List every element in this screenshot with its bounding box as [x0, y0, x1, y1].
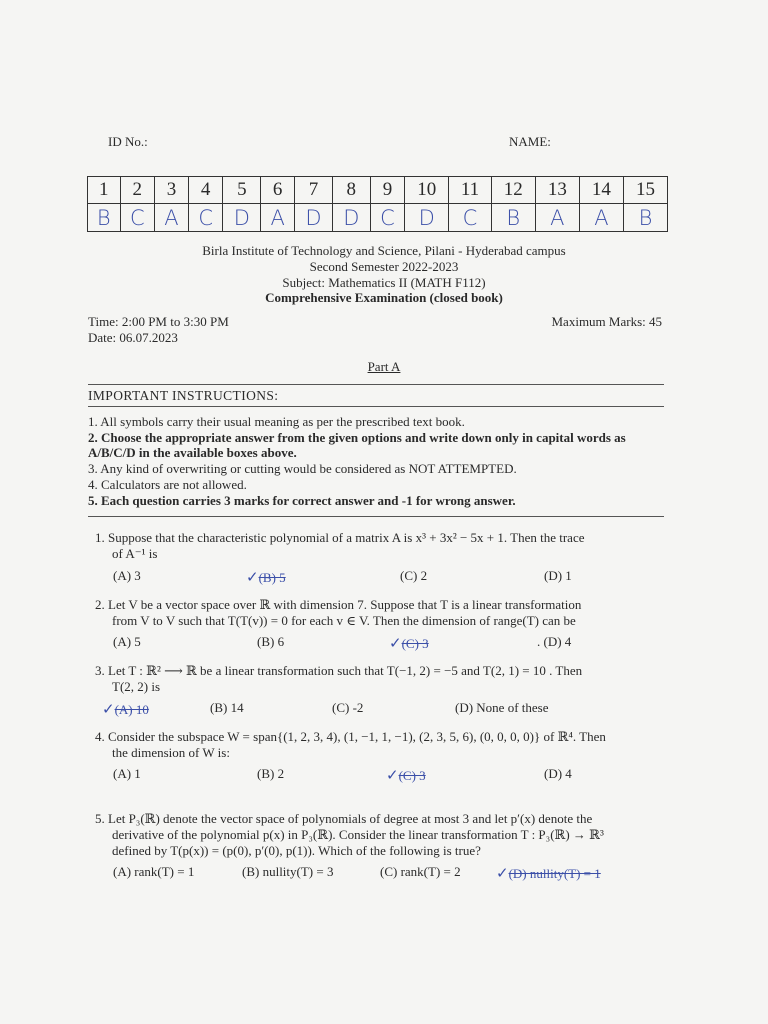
- question-2-line-1: 2. Let V be a vector space over ℝ with dimension 7. Suppose that T is a linear transformation: [95, 597, 582, 612]
- instructions-title: IMPORTANT INSTRUCTIONS:: [88, 388, 279, 403]
- question-5-option-c: (C) rank(T) = 2: [380, 864, 461, 879]
- question-1-option-a: (A) 3: [113, 568, 141, 583]
- max-marks: Maximum Marks: 45: [551, 314, 662, 329]
- answer-cell: D: [332, 204, 370, 232]
- question-number-cell: 8: [332, 177, 370, 204]
- question-5-line-1: 5. Let P₃(ℝ) denote the vector space of polynomials of degree at most 3 and let p′(x) denote the: [95, 811, 593, 826]
- question-number-cell: 1: [88, 177, 121, 204]
- instruction-1: 1. All symbols carry their usual meaning as per the prescribed text book.: [88, 414, 465, 429]
- answer-table: [87, 176, 668, 232]
- question-2-option-d: . (D) 4: [537, 634, 572, 649]
- part-heading: Part A: [367, 359, 401, 374]
- checkmark-icon: ✓: [102, 700, 115, 718]
- question-5-option-d-text: (D) nullity(T) = 1: [508, 866, 601, 881]
- question-5-option-a: (A) rank(T) = 1: [113, 864, 195, 879]
- answer-cell: C: [449, 204, 492, 232]
- answer-cell: B: [623, 204, 667, 232]
- answer-cell: A: [261, 204, 295, 232]
- question-3-option-c: (C) -2: [332, 700, 364, 715]
- question-4-option-c: [386, 766, 426, 784]
- question-3-line-2: T(2, 2) is: [112, 679, 161, 694]
- instruction-2-text: 2. Choose the appropriate answer from the given options and write down only in capital words as A/B/C/D in the available boxes above.: [88, 430, 626, 460]
- question-3-line-1: 3. Let T : ℝ² ⟶ ℝ be a linear transformation such that T(−1, 2) = −5 and T(2, 1) = 10 . Then: [95, 663, 583, 678]
- exam-time: Time: 2:00 PM to 3:30 PM: [88, 314, 229, 329]
- answer-cell: B: [491, 204, 535, 232]
- question-2-option-c: [389, 634, 429, 652]
- checkmark-icon: ✓: [389, 634, 402, 652]
- question-number-cell: 15: [623, 177, 667, 204]
- answer-cell: C: [188, 204, 223, 232]
- answer-cell: D: [295, 204, 333, 232]
- question-number-cell: 10: [405, 177, 449, 204]
- question-2-line-2: from V to V such that T(T(v)) = 0 for each v ∈ V. Then the dimension of range(T) can be: [112, 613, 576, 628]
- answer-cell: A: [155, 204, 189, 232]
- question-number-cell: 13: [535, 177, 579, 204]
- question-number-cell: 3: [155, 177, 189, 204]
- checkmark-icon: ✓: [496, 864, 509, 882]
- question-1-option-b: [246, 568, 286, 586]
- answer-cell: D: [405, 204, 449, 232]
- question-number-cell: 4: [188, 177, 223, 204]
- question-4-line-1: 4. Consider the subspace W = span{(1, 2, 3, 4), (1, −1, 1, −1), (2, 3, 5, 6), (0, 0, 0, 0)} of ℝ⁴. Then: [95, 729, 606, 744]
- name-label: NAME:: [509, 134, 551, 149]
- question-2-option-c-text: (C) 3: [401, 636, 429, 651]
- question-4-line-2: the dimension of W is:: [112, 745, 230, 760]
- question-1-option-d: (D) 1: [544, 568, 572, 583]
- question-1-option-c: (C) 2: [400, 568, 428, 583]
- question-1-line-2: of A⁻¹ is: [112, 546, 158, 561]
- question-1-option-b-text: (B) 5: [258, 570, 286, 585]
- question-4-option-d: (D) 4: [544, 766, 572, 781]
- question-number-cell: 11: [449, 177, 492, 204]
- divider-instructions: [88, 406, 664, 407]
- checkmark-icon: ✓: [386, 766, 399, 784]
- question-number-row: [88, 177, 668, 204]
- question-5-option-d: [496, 864, 601, 882]
- instruction-5: [88, 493, 516, 509]
- question-number-cell: 14: [579, 177, 623, 204]
- question-4-option-c-text: (C) 3: [398, 768, 426, 783]
- exam-title: Comprehensive Examination (closed book): [265, 290, 503, 305]
- subject: Subject: Mathematics II (MATH F112): [282, 275, 486, 290]
- question-number-cell: 12: [491, 177, 535, 204]
- checkmark-icon: ✓: [246, 568, 259, 586]
- question-3-option-b: (B) 14: [210, 700, 244, 715]
- divider-top: [88, 384, 664, 385]
- question-number-cell: 6: [261, 177, 295, 204]
- instruction-3: 3. Any kind of overwriting or cutting would be considered as NOT ATTEMPTED.: [88, 461, 517, 476]
- question-2-option-b: (B) 6: [257, 634, 285, 649]
- id-label: ID No.:: [108, 134, 148, 149]
- semester: Second Semester 2022-2023: [309, 259, 459, 274]
- divider-bottom: [88, 516, 664, 517]
- answer-cell: C: [120, 204, 155, 232]
- question-5-line-2: derivative of the polynomial p(x) in P₃(ℝ). Consider the linear transformation T : P₃(ℝ) → ℝ³: [112, 827, 604, 842]
- institute-name: Birla Institute of Technology and Science, Pilani - Hyderabad campus: [202, 243, 566, 258]
- question-number-cell: 2: [120, 177, 155, 204]
- question-number-cell: 7: [295, 177, 333, 204]
- question-3-option-d: (D) None of these: [455, 700, 549, 715]
- question-4-option-a: (A) 1: [113, 766, 141, 781]
- question-5-option-b: (B) nullity(T) = 3: [242, 864, 334, 879]
- question-number-cell: 5: [223, 177, 261, 204]
- question-2-option-a: (A) 5: [113, 634, 141, 649]
- question-3-option-a: [102, 700, 149, 718]
- instruction-2: [88, 430, 664, 460]
- instruction-4: 4. Calculators are not allowed.: [88, 477, 247, 492]
- instruction-5-text: 5. Each question carries 3 marks for correct answer and -1 for wrong answer.: [88, 493, 516, 508]
- question-5-line-3: defined by T(p(x)) = (p(0), p′(0), p(1)). Which of the following is true?: [112, 843, 481, 858]
- handwritten-answer-row: [88, 204, 668, 232]
- exam-date: Date: 06.07.2023: [88, 330, 178, 345]
- answer-cell: A: [535, 204, 579, 232]
- answer-cell: A: [579, 204, 623, 232]
- answer-cell: B: [88, 204, 121, 232]
- question-1-line-1: 1. Suppose that the characteristic polynomial of a matrix A is x³ + 3x² − 5x + 1. Then the trace: [95, 530, 585, 545]
- answer-cell: C: [370, 204, 405, 232]
- question-3-option-a-text: (A) 10: [114, 702, 149, 717]
- question-4-option-b: (B) 2: [257, 766, 285, 781]
- answer-cell: D: [223, 204, 261, 232]
- question-number-cell: 9: [370, 177, 405, 204]
